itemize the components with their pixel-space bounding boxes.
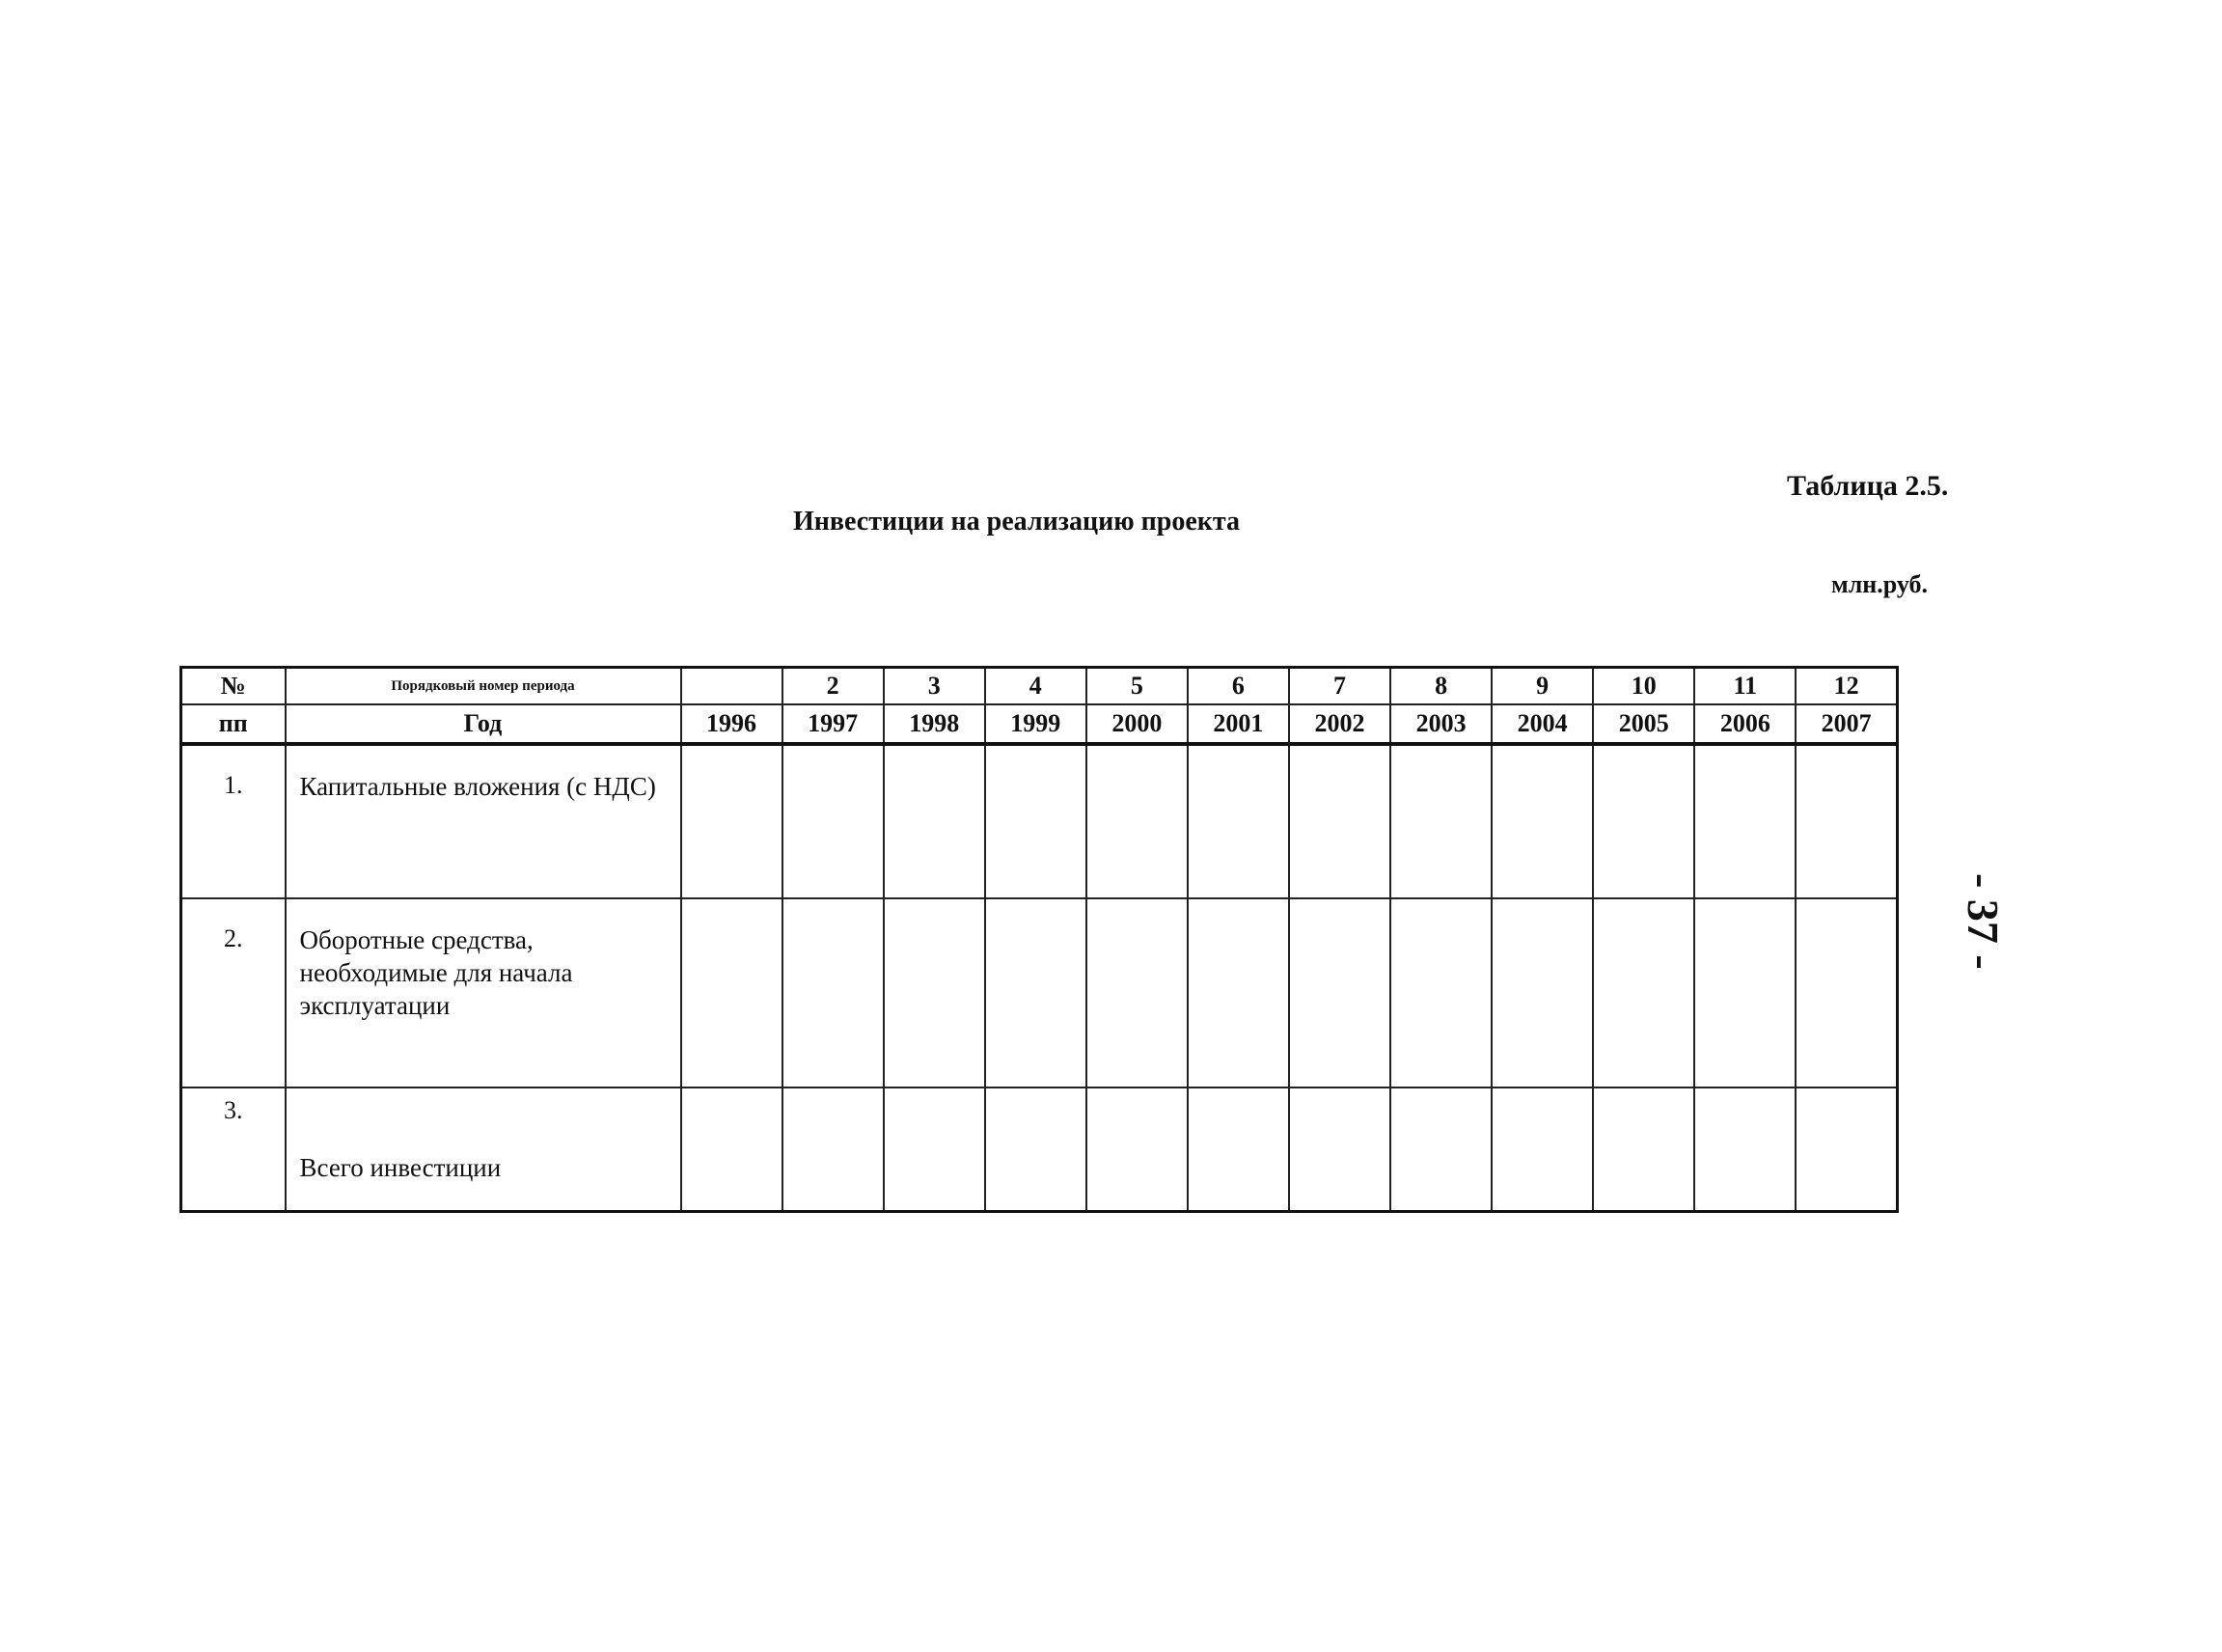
data-cell	[1796, 1088, 1897, 1212]
data-cell	[1390, 1088, 1492, 1212]
table-row	[181, 1088, 1898, 1212]
period-cell: 9	[1492, 668, 1593, 705]
year-cell: 1997	[782, 704, 884, 744]
number-header-sub: пп	[181, 704, 286, 744]
data-cell	[1289, 744, 1390, 898]
data-cell	[1289, 1088, 1390, 1212]
row-number: 2.	[181, 898, 286, 1088]
year-label: Год	[286, 704, 681, 744]
year-cell: 2007	[1796, 704, 1897, 744]
year-cell: 2006	[1694, 704, 1796, 744]
row-number: 1.	[181, 744, 286, 898]
row-label: Всего инвестиции	[286, 1088, 681, 1212]
data-cell	[1188, 744, 1289, 898]
data-cell	[782, 1088, 884, 1212]
data-cell	[681, 1088, 782, 1212]
page-number: - 37 -	[1959, 873, 2008, 970]
data-cell	[1694, 744, 1796, 898]
data-cell	[985, 744, 1086, 898]
data-cell	[1086, 744, 1188, 898]
data-cell	[884, 744, 985, 898]
row-number: 3.	[181, 1088, 286, 1212]
data-cell	[985, 1088, 1086, 1212]
data-cell	[1694, 898, 1796, 1088]
year-cell: 1998	[884, 704, 985, 744]
year-cell: 2004	[1492, 704, 1593, 744]
period-cell: 5	[1086, 668, 1188, 705]
table-row	[181, 898, 1898, 1088]
period-cell: 10	[1593, 668, 1694, 705]
data-cell	[1390, 898, 1492, 1088]
data-cell	[1593, 898, 1694, 1088]
table-number: Таблица 2.5.	[1787, 470, 1949, 502]
period-cell: 6	[1188, 668, 1289, 705]
data-cell	[1694, 1088, 1796, 1212]
year-cell: 2002	[1289, 704, 1390, 744]
data-cell	[782, 898, 884, 1088]
data-cell	[1086, 898, 1188, 1088]
data-cell	[782, 744, 884, 898]
data-cell	[884, 1088, 985, 1212]
data-cell	[985, 898, 1086, 1088]
year-cell: 2003	[1390, 704, 1492, 744]
data-cell	[1390, 744, 1492, 898]
period-cell: 8	[1390, 668, 1492, 705]
data-cell	[1188, 898, 1289, 1088]
data-cell	[1593, 1088, 1694, 1212]
period-label: Порядковый номер периода	[286, 668, 681, 705]
data-cell	[1492, 744, 1593, 898]
data-cell	[1492, 1088, 1593, 1212]
data-cell	[1796, 744, 1897, 898]
data-cell	[681, 744, 782, 898]
period-cell: 12	[1796, 668, 1897, 705]
data-cell	[1796, 898, 1897, 1088]
period-cell: 3	[884, 668, 985, 705]
table-row	[181, 744, 1898, 898]
year-cell: 2001	[1188, 704, 1289, 744]
data-cell	[681, 898, 782, 1088]
year-cell: 2000	[1086, 704, 1188, 744]
period-header-row	[181, 668, 1898, 705]
investment-table	[179, 666, 1899, 1213]
data-cell	[1289, 898, 1390, 1088]
period-cell: 11	[1694, 668, 1796, 705]
year-cell: 1996	[681, 704, 782, 744]
data-cell	[884, 898, 985, 1088]
data-cell	[1492, 898, 1593, 1088]
year-cell: 1999	[985, 704, 1086, 744]
period-cell: 7	[1289, 668, 1390, 705]
number-header: №	[181, 668, 286, 705]
period-cell	[681, 668, 782, 705]
data-cell	[1593, 744, 1694, 898]
data-cell	[1188, 1088, 1289, 1212]
document-title: Инвестиции на реализацию проекта	[793, 507, 1241, 537]
year-header-row	[181, 704, 1898, 744]
period-cell: 2	[782, 668, 884, 705]
data-cell	[1086, 1088, 1188, 1212]
period-cell: 4	[985, 668, 1086, 705]
row-label: Капитальные вложения (с НДС)	[286, 744, 681, 898]
units-label: млн.руб.	[1831, 570, 1929, 598]
row-label: Оборотные средства, необходимые для начала эксплуатации	[286, 898, 681, 1088]
year-cell: 2005	[1593, 704, 1694, 744]
